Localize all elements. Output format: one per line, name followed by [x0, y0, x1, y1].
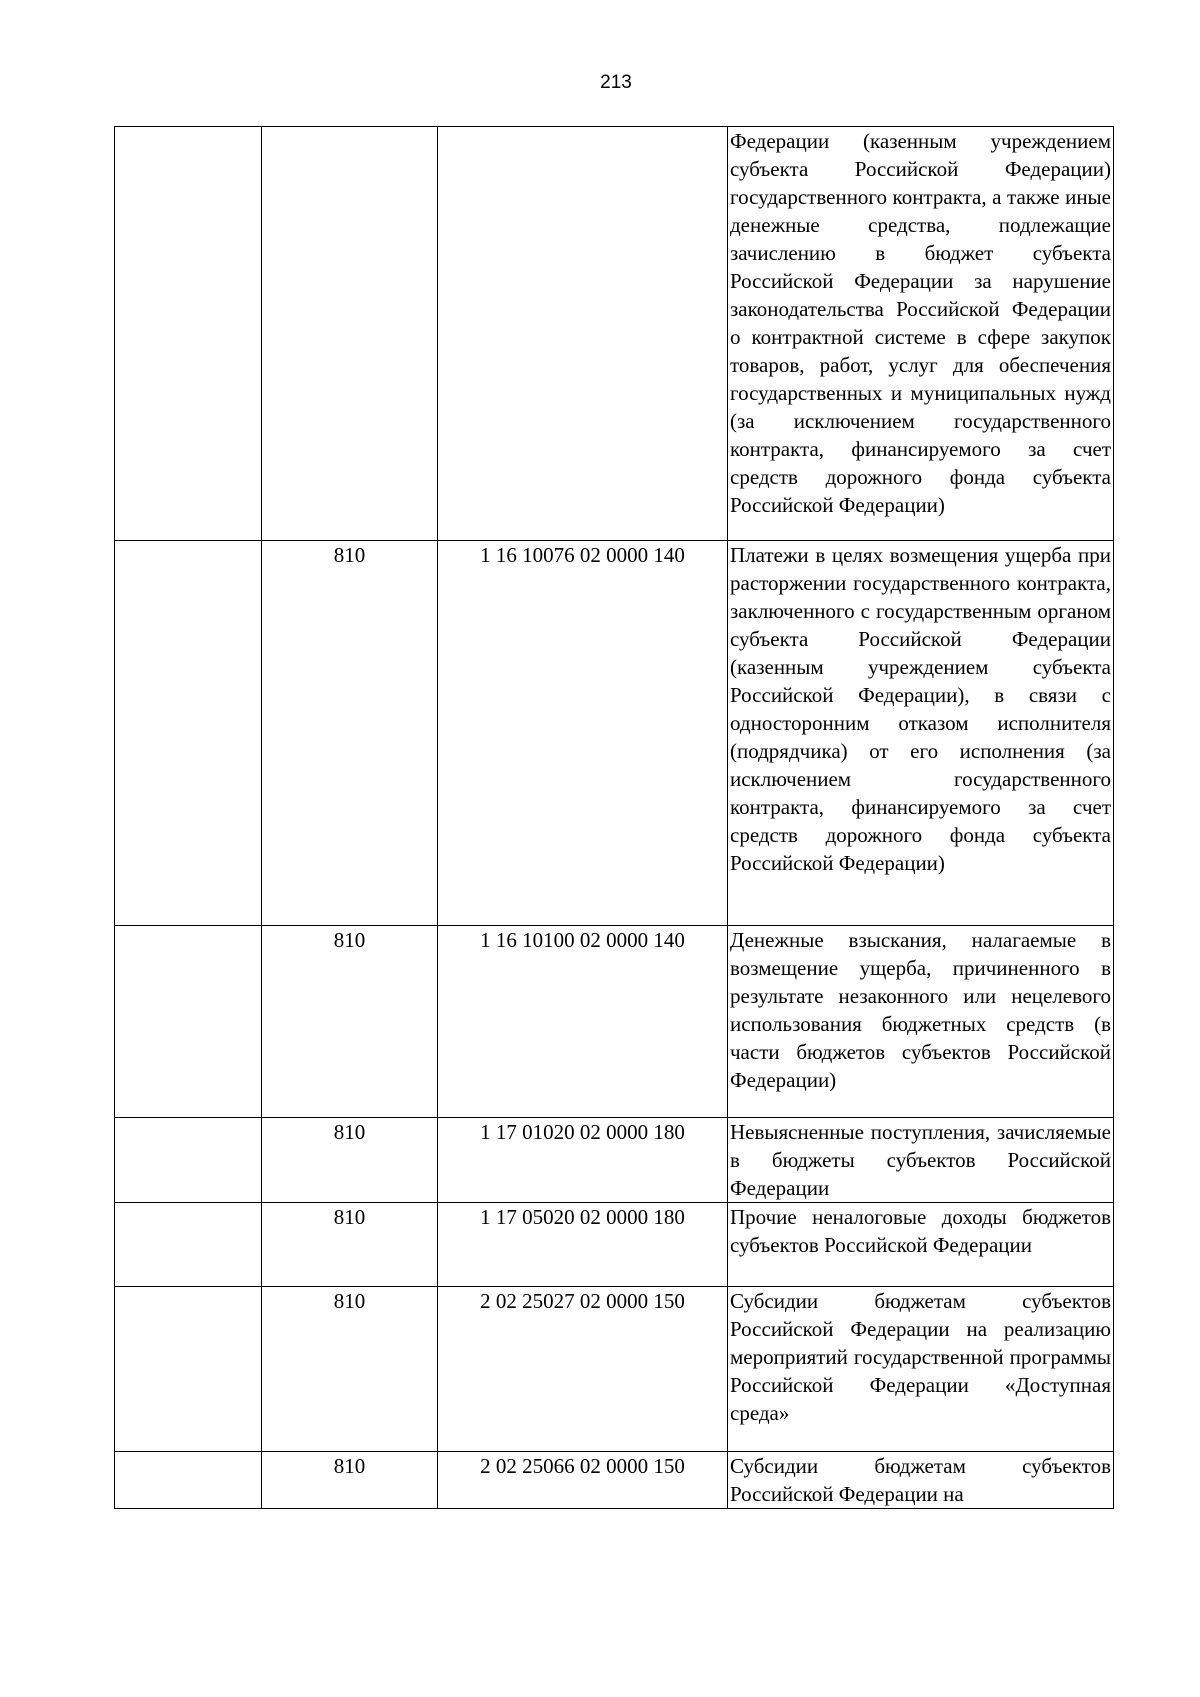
admin-code-cell: 810: [262, 1118, 438, 1203]
empty-cell: [115, 1287, 262, 1452]
empty-cell: [115, 127, 262, 541]
description-cell: Платежи в целях возмещения ущерба при расторжении государственного контракта, заключенного с государственным органом субъекта Российской Федерации (казенным учреждением субъекта Российской Федерации), в связи с односторонним отказом исполнителя (подрядчика) от его исполнения (за исключением государственного контракта, финансируемого за счет средств дорожного фонда субъекта Российской Федерации): [728, 541, 1114, 926]
kbk-code-cell: 1 17 01020 02 0000 180: [438, 1118, 728, 1203]
admin-code-cell: 810: [262, 1452, 438, 1509]
description-cell: Субсидии бюджетам субъектов Российской Федерации на реализацию мероприятий государственной программы Российской Федерации «Доступная среда»: [728, 1287, 1114, 1452]
admin-code-cell: [262, 127, 438, 541]
kbk-code-cell: 1 17 05020 02 0000 180: [438, 1203, 728, 1287]
table-row: [115, 1287, 1114, 1452]
admin-code-cell: 810: [262, 541, 438, 926]
description-cell: Прочие неналоговые доходы бюджетов субъектов Российской Федерации: [728, 1203, 1114, 1287]
page-number: 213: [600, 72, 632, 93]
empty-cell: [115, 1118, 262, 1203]
admin-code-cell: 810: [262, 1203, 438, 1287]
budget-codes-table: [114, 126, 1114, 1509]
description-cell: Субсидии бюджетам субъектов Российской Федерации на: [728, 1452, 1114, 1509]
table-row: [115, 1118, 1114, 1203]
empty-cell: [115, 1452, 262, 1509]
table-row: [115, 1452, 1114, 1509]
empty-cell: [115, 1203, 262, 1287]
table-row: [115, 1203, 1114, 1287]
kbk-code-cell: 1 16 10100 02 0000 140: [438, 926, 728, 1118]
kbk-code-cell: 2 02 25066 02 0000 150: [438, 1452, 728, 1509]
empty-cell: [115, 926, 262, 1118]
empty-cell: [115, 541, 262, 926]
table-row: [115, 926, 1114, 1118]
table-row: [115, 127, 1114, 541]
description-cell: Федерации (казенным учреждением субъекта Российской Федерации) государственного контракта, а также иные денежные средства, подлежащие зачислению в бюджет субъекта Российской Федерации за нарушение законодательства Российской Федерации о контрактной системе в сфере закупок товаров, работ, услуг для обеспечения государственных и муниципальных нужд (за исключением государственного контракта, финансируемого за счет средств дорожного фонда субъекта Российской Федерации): [728, 127, 1114, 541]
description-cell: Денежные взыскания, налагаемые в возмещение ущерба, причиненного в результате незаконного или нецелевого использования бюджетных средств (в части бюджетов субъектов Российской Федерации): [728, 926, 1114, 1118]
description-cell: Невыясненные поступления, зачисляемые в бюджеты субъектов Российской Федерации: [728, 1118, 1114, 1203]
kbk-code-cell: 2 02 25027 02 0000 150: [438, 1287, 728, 1452]
admin-code-cell: 810: [262, 1287, 438, 1452]
table-row: [115, 541, 1114, 926]
admin-code-cell: 810: [262, 926, 438, 1118]
kbk-code-cell: [438, 127, 728, 541]
kbk-code-cell: 1 16 10076 02 0000 140: [438, 541, 728, 926]
